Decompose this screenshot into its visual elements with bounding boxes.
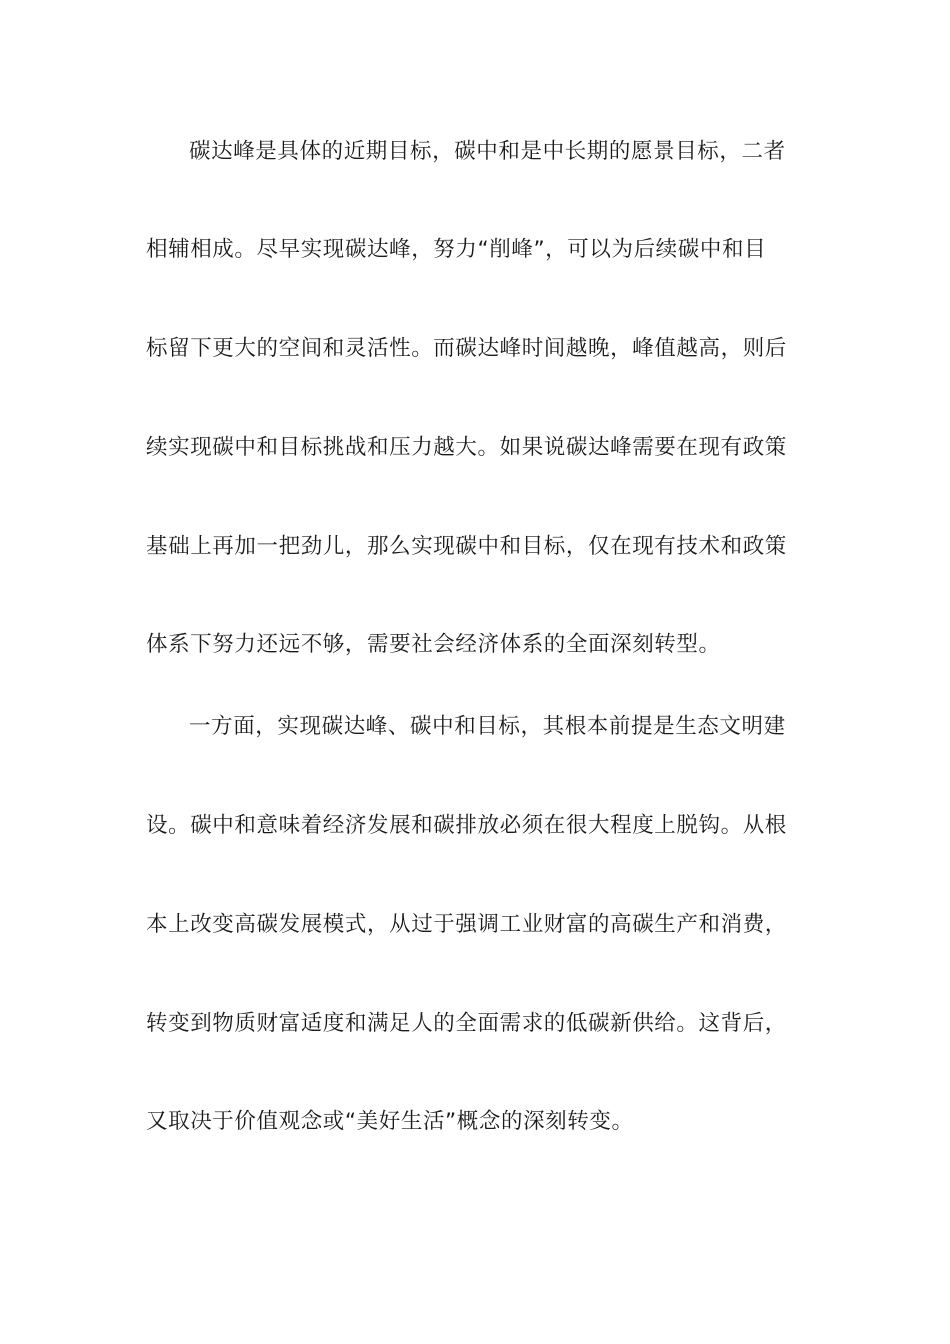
paragraph-1-line-2: 相辅相成。尽早实现碳达峰，努力“削峰”，可以为后续碳中和目 (146, 237, 767, 262)
paragraph-2-line-3: 本上改变高碳发展模式，从过于强调工业财富的高碳生产和消费， (146, 912, 787, 937)
paragraph-2-line-1: 一方面，实现碳达峰、碳中和目标，其根本前提是生态文明建 (189, 714, 786, 739)
paragraph-1-line-5: 基础上再加一把劲儿，那么实现碳中和目标，仅在现有技术和政策 (146, 534, 787, 559)
paragraph-1-line-1: 碳达峰是具体的近期目标，碳中和是中长期的愿景目标，二者 (189, 139, 786, 164)
paragraph-2-line-5: 又取决于价值观念或“美好生活”概念的深刻转变。 (146, 1109, 634, 1134)
paragraph-1-line-4: 续实现碳中和目标挑战和压力越大。如果说碳达峰需要在现有政策 (146, 435, 787, 460)
paragraph-1-line-6: 体系下努力还远不够，需要社会经济体系的全面深刻转型。 (146, 632, 721, 657)
paragraph-2-line-2: 设。碳中和意味着经济发展和碳排放必须在很大程度上脱钩。从根 (146, 813, 787, 838)
paragraph-1-line-3: 标留下更大的空间和灵活性。而碳达峰时间越晚，峰值越高，则后 (146, 336, 787, 361)
paragraph-2-line-4: 转变到物质财富适度和满足人的全面需求的低碳新供给。这背后， (146, 1011, 787, 1036)
